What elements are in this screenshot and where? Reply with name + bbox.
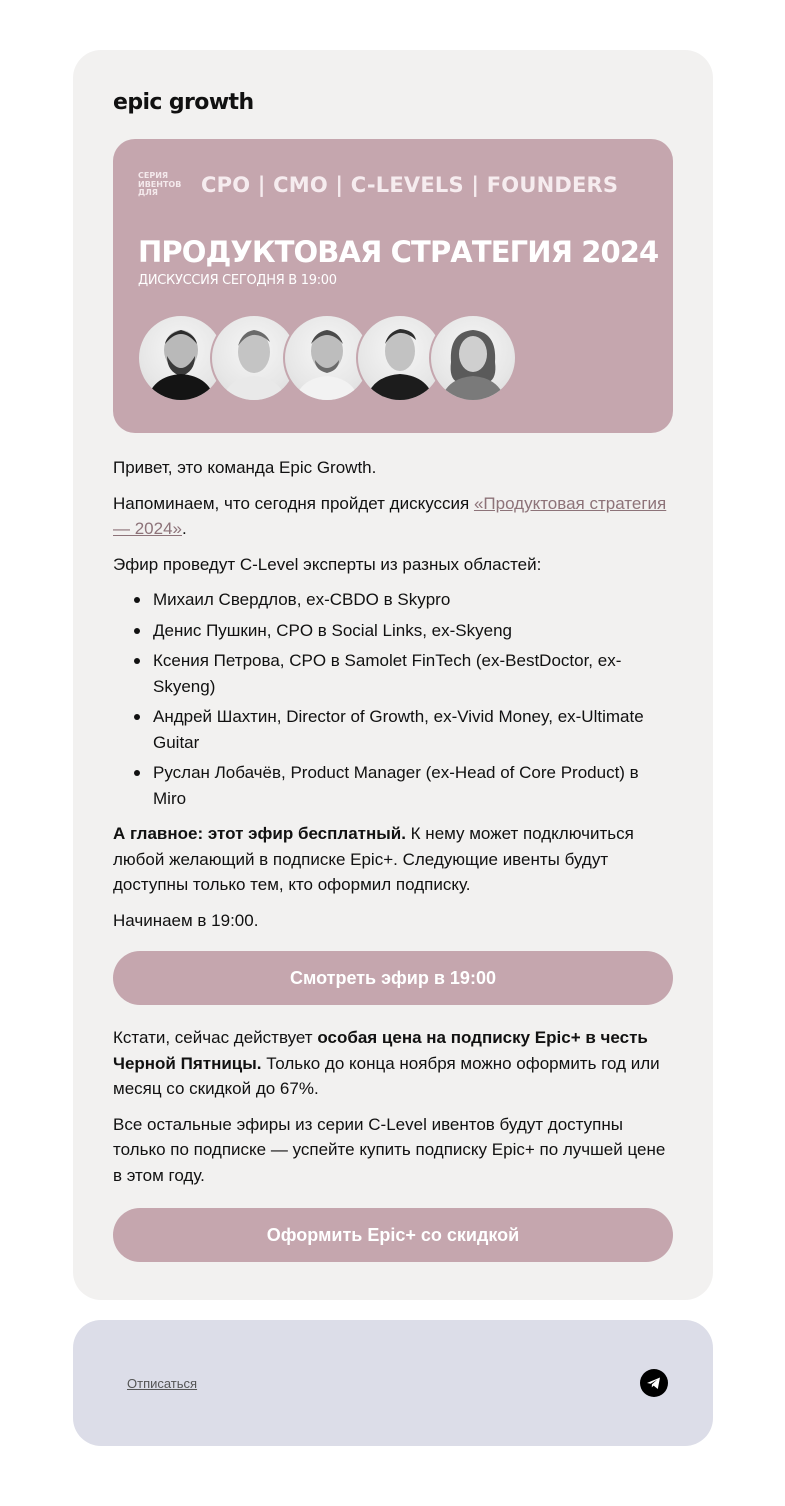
promo-bold: особая цена на подписку Epic+ в честь Черной Пятницы. (113, 1028, 648, 1073)
promo-rest: Только до конца ноября можно оформить год или месяц со скидкой до 67%. (113, 1053, 660, 1098)
unsubscribe-link[interactable]: Отписаться (127, 1376, 198, 1391)
epic-growth-logo[interactable]: epic growth (113, 90, 254, 115)
promo-paragraph (113, 1025, 675, 1102)
email-card (73, 50, 713, 1300)
telegram-glyph (640, 1369, 668, 1397)
series-roles: CPO | CMO | C-LEVELS | FOUNDERS (201, 173, 619, 197)
other-events-paragraph: Все остальные эфиры из серии C-Level ивентов будут доступны только по подписке — успейте купить подписку Epic+ по лучшей цене в этом году. (113, 1114, 666, 1185)
greeting-text: Привет, это команда Epic Growth. (113, 458, 377, 477)
speaker-photo (431, 316, 515, 400)
expert-item: Андрей Шахтин, Director of Growth, ex-Vivid Money, ex-Ultimate Guitar (113, 704, 675, 755)
subscribe-discount-button[interactable]: Оформить Epic+ со скидкой (113, 1208, 673, 1262)
free-paragraph (113, 821, 675, 898)
series-caption: СЕРИЯ ИВЕНТОВ ДЛЯ (138, 171, 182, 197)
event-link[interactable]: «Продуктовая стратегия — 2024» (113, 493, 667, 538)
email-body (113, 455, 675, 943)
expert-item: Михаил Свердлов, ex-CBDO в Skypro (113, 587, 675, 613)
email-footer (73, 1320, 713, 1446)
event-banner[interactable] (113, 139, 673, 433)
watch-stream-button[interactable]: Смотреть эфир в 19:00 (113, 951, 673, 1005)
speaker-avatar (429, 314, 517, 402)
reminder-prefix: Напоминаем, что сегодня пройдет дискуссия (113, 493, 474, 513)
telegram-icon[interactable] (640, 1369, 668, 1397)
expert-item: Руслан Лобачёв, Product Manager (ex-Head of Core Product) в Miro (113, 760, 675, 811)
expert-item: Денис Пушкин, CPO в Social Links, ex-Skyeng (113, 618, 675, 644)
promo-prefix: Кстати, сейчас действует (113, 1028, 318, 1047)
free-bold: А главное: этот эфир бесплатный. (113, 824, 406, 843)
experts-list (113, 587, 675, 811)
banner-subtitle: ДИСКУССИЯ СЕГОДНЯ В 19:00 (138, 273, 337, 288)
banner-title: ПРОДУКТОВАЯ СТРАТЕГИЯ 2024 (138, 235, 659, 269)
expert-item: Ксения Петрова, CPO в Samolet FinTech (ex-BestDoctor, ex-Skyeng) (113, 648, 675, 699)
reminder-paragraph (113, 491, 675, 542)
experts-intro: Эфир проведут C-Level эксперты из разных областей: (113, 554, 542, 574)
start-time-text: Начинаем в 19:00. (113, 910, 259, 930)
free-rest: К нему может подключиться любой желающий в подписке Epic+. Следующие ивенты будут доступны только тем, кто оформил подписку. (113, 824, 634, 894)
promo-body (113, 1025, 675, 1198)
reminder-suffix: . (182, 519, 187, 538)
